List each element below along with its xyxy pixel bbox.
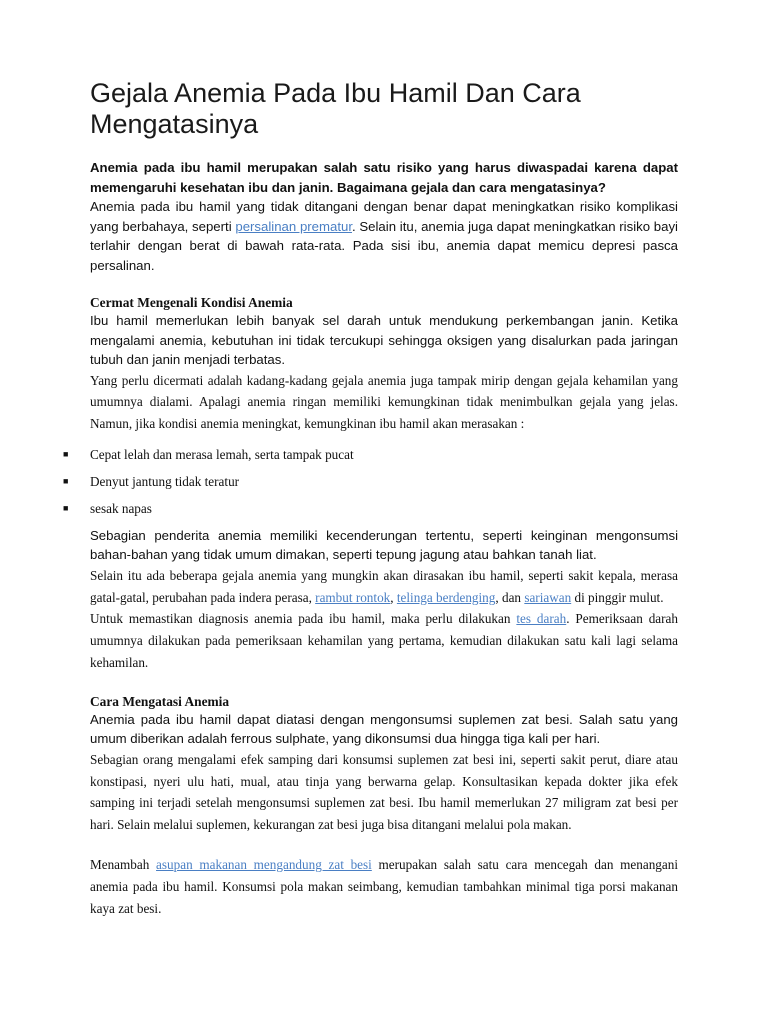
intro-text-1: Anemia pada ibu hamil yang tidak ditangani dengan benar dapat meningkatkan risiko komplikasi yang berbahaya, seperti xyxy=(90,199,678,234)
list-item-text: Denyut jantung tidak teratur xyxy=(90,473,240,489)
section1-paragraph-2: Yang perlu dicermati adalah kadang-kadang gejala anemia juga tampak mirip dengan gejala kehamilan yang umumnya dialami. Apalagi anemia ringan memiliki kemungkinan tidak menimbulkan gejala yang jelas. Namun, jika kondisi anemia meningkat, kemungkinan ibu hamil akan merasakan : xyxy=(90,372,678,432)
section1-paragraph-5 xyxy=(90,608,678,673)
section-heading-kondisi: Cermat Mengenali Kondisi Anemia xyxy=(90,295,293,310)
intro-paragraph xyxy=(90,197,678,275)
link-asupan-zat-besi[interactable]: asupan makanan mengandung zat besi xyxy=(156,857,372,873)
p4-text-2: , xyxy=(390,589,397,605)
list-item-text: Cepat lelah dan merasa lemah, serta tampak pucat xyxy=(90,446,354,462)
bullet-icon: ■ xyxy=(63,475,69,486)
section1-paragraph-3: Sebagian penderita anemia memiliki kecenderungan tertentu, seperti keinginan mengonsumsi bahan-bahan yang tidak umum dimakan, seperti tepung jagung atau bahkan tanah liat. xyxy=(90,527,678,563)
link-tes-darah[interactable]: tes darah xyxy=(516,611,567,627)
bullet-icon: ■ xyxy=(63,502,69,513)
s2p3-text-2: merupakan salah satu cara mencegah dan menangani anemia pada ibu hamil. Konsumsi pola makan seimbang, kemudian tambahkan minimal tiga porsi makanan kaya zat besi. xyxy=(90,857,679,916)
link-persalinan-prematur[interactable]: persalinan prematur xyxy=(235,218,352,234)
link-telinga-berdenging[interactable]: telinga berdenging xyxy=(396,589,496,605)
list-item xyxy=(63,445,678,464)
section-heading-mengatasi: Cara Mengatasi Anemia xyxy=(90,693,230,709)
section1-paragraph-4 xyxy=(90,565,678,609)
list-item xyxy=(63,499,678,518)
document-page xyxy=(63,78,679,919)
p4-text-1: Selain itu ada beberapa gejala anemia yang mungkin akan dirasakan ibu hamil, seperti sakit kepala, merasa gatal-gatal, perubahan pada indera perasa, xyxy=(90,567,678,605)
list-item xyxy=(63,472,678,491)
section1-paragraph-1: Ibu hamil memerlukan lebih banyak sel darah untuk mendukung perkembangan janin. Ketika mengalami anemia, kebutuhan ini tidak tercukupi sehingga oksigen yang disalurkan pada jaringan tubuh dan janin menjadi terbatas. xyxy=(90,313,678,367)
link-rambut-rontok[interactable]: rambut rontok xyxy=(315,589,391,605)
bullet-icon: ■ xyxy=(63,448,69,459)
p5-text-2: . Pemeriksaan darah umumnya dilakukan pada pemeriksaan kehamilan yang pertama, kemudian dilakukan satu kali lagi selama kehamilan. xyxy=(90,611,678,671)
section2-paragraph-1: Anemia pada ibu hamil dapat diatasi dengan mengonsumsi suplemen zat besi. Salah satu yang umum diberikan adalah ferrous sulphate, yang dikonsumsi dua hingga tiga kali per hari. xyxy=(90,711,678,747)
link-sariawan[interactable]: sariawan xyxy=(524,589,572,605)
lead-paragraph: Anemia pada ibu hamil merupakan salah satu risiko yang harus diwaspadai karena dapat memengaruhi kesehatan ibu dan janin. Bagaimana gejala dan cara mengatasinya? xyxy=(90,160,678,195)
section2-paragraph-3 xyxy=(90,854,678,919)
list-item-text: sesak napas xyxy=(90,500,152,516)
paragraph-spacer xyxy=(90,836,678,854)
p5-text-1: Untuk memastikan diagnosis anemia pada ibu hamil, maka perlu dilakukan xyxy=(90,611,517,627)
page-title: Gejala Anemia Pada Ibu Hamil Dan Cara Mengatasinya xyxy=(90,78,581,139)
section2-paragraph-2: Sebagian orang mengalami efek samping dari konsumsi suplemen zat besi ini, seperti sakit perut, diare atau konstipasi, nyeri ulu hati, mual, atau tinja yang berwarna gelap. Konsultasikan kepada dokter jika efek samping ini terjadi setelah mengonsumsi suplemen zat besi. Ibu hamil memerlukan 27 miligram zat besi per hari. Selain melalui suplemen, kekurangan zat besi juga bisa ditangani melalui pola makan. xyxy=(90,751,678,833)
intro-text-2: . Selain itu, anemia juga dapat meningkatkan risiko bayi terlahir dengan berat di bawah rata-rata. Pada sisi ibu, anemia dapat memicu depresi pasca persalinan. xyxy=(90,218,678,273)
p4-text-4: di pinggir mulut. xyxy=(571,589,664,605)
p4-text-3: , dan xyxy=(495,589,525,605)
s2p3-text-1: Menambah xyxy=(90,857,157,873)
symptom-list xyxy=(63,445,678,518)
